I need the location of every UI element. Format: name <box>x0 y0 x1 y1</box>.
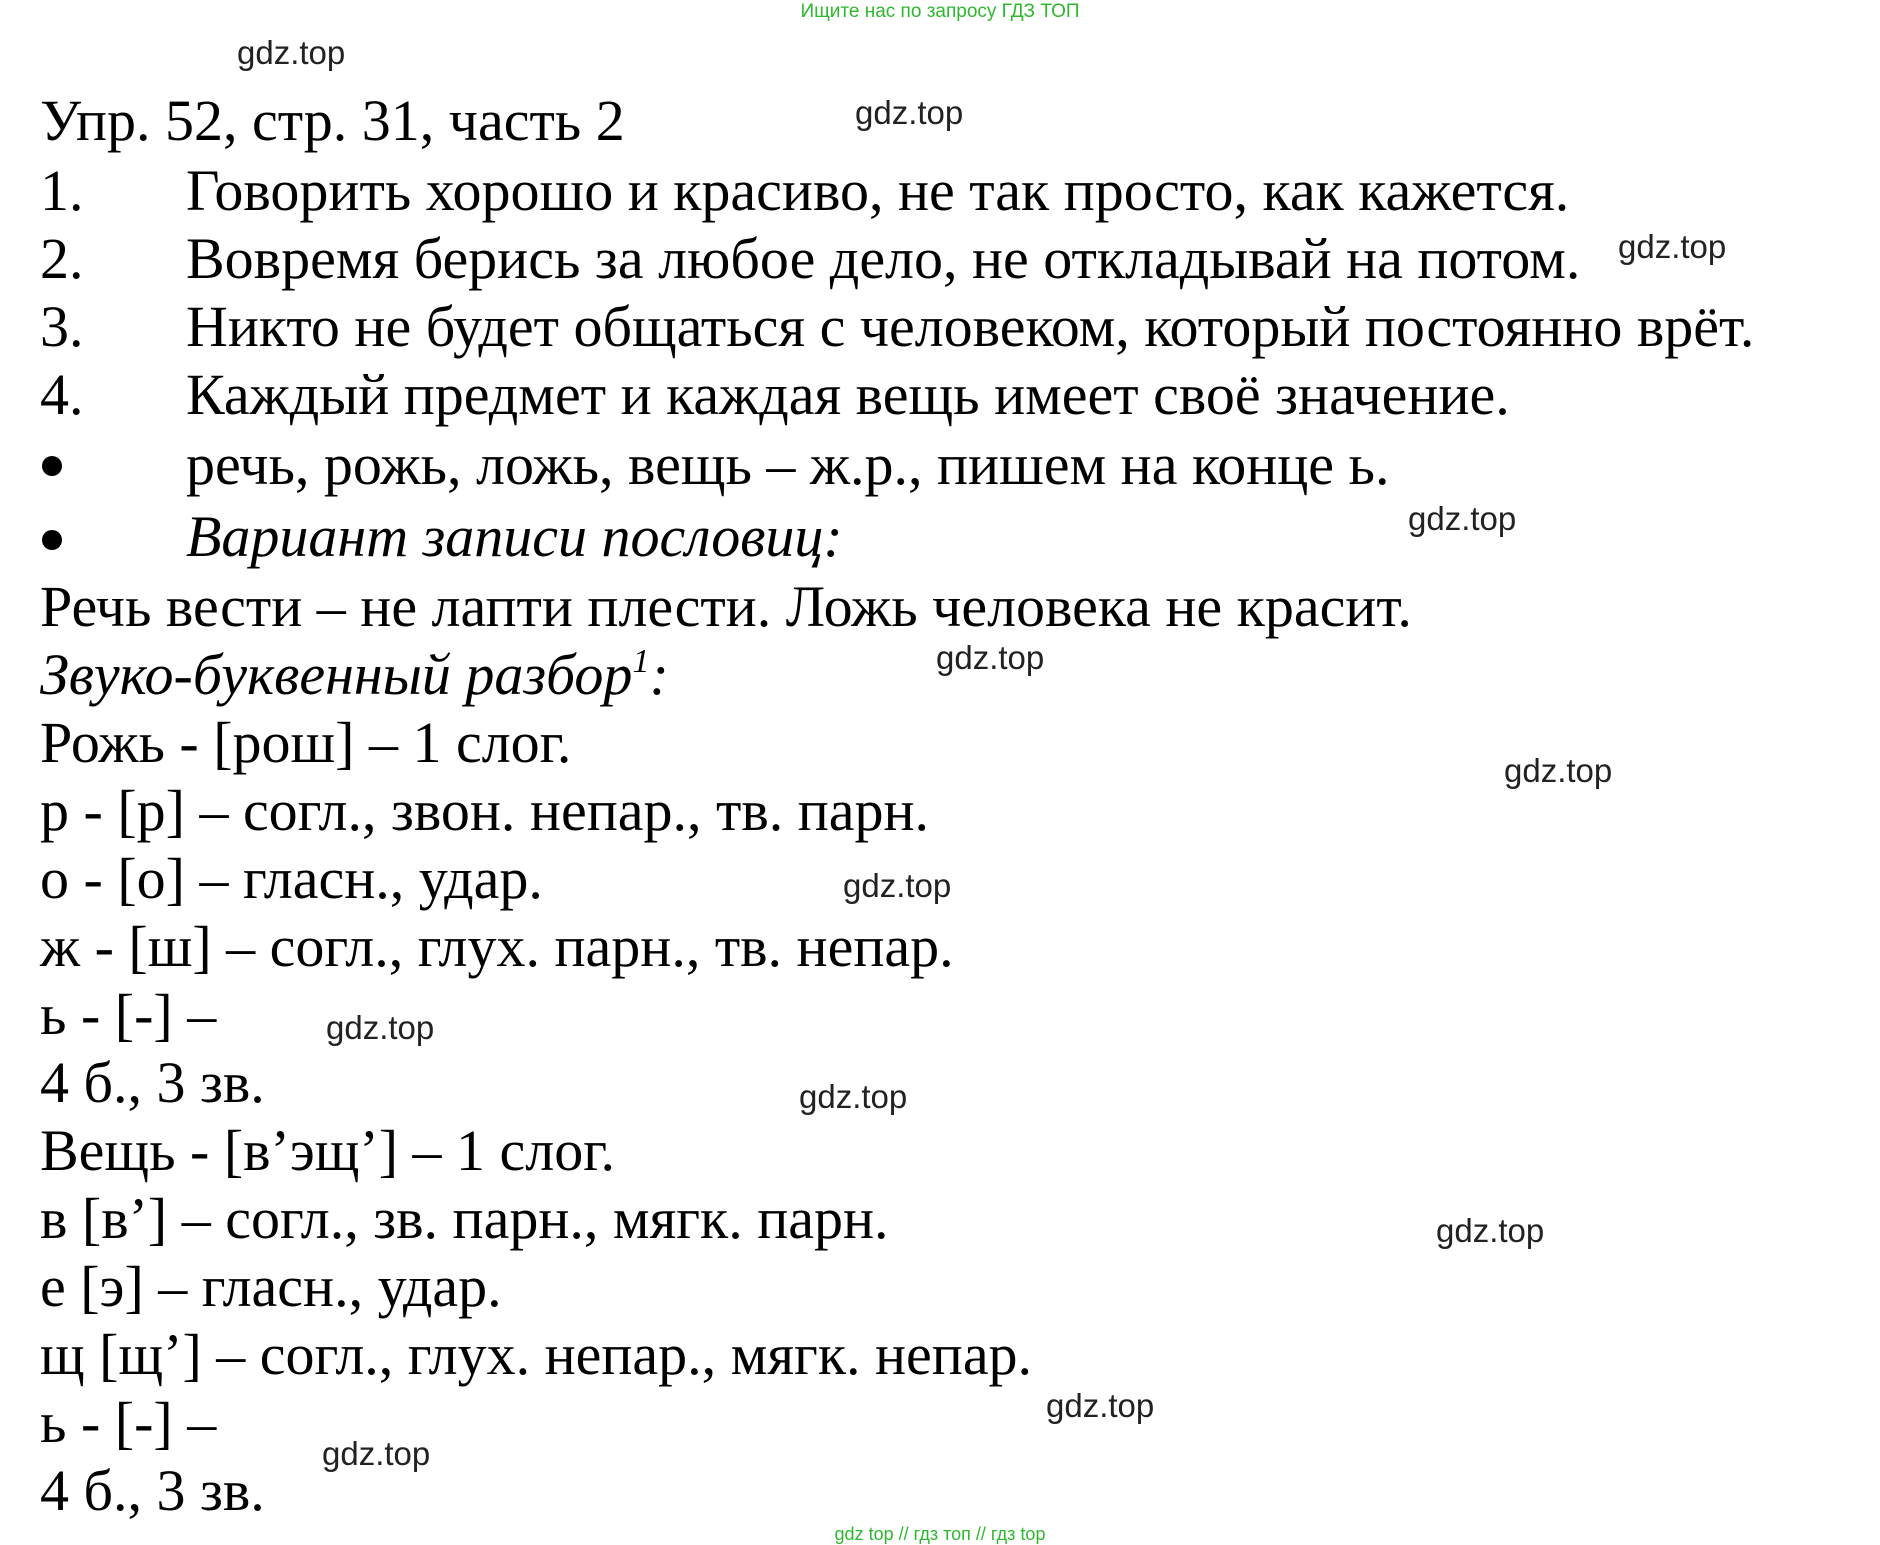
analysis-line: Рожь - [рош] – 1 слог. <box>40 710 572 775</box>
analysis-heading <box>40 642 669 707</box>
list-number: 1. <box>40 158 84 223</box>
watermark: gdz.top <box>1046 1387 1155 1424</box>
list-item-text: Говорить хорошо и красиво, не так просто, как кажется. <box>186 158 1570 223</box>
watermark: gdz.top <box>843 867 952 904</box>
list-item-text: Вовремя берись за любое дело, не откладывай на потом. <box>186 226 1581 291</box>
bullet-text: речь, рожь, ложь, вещь – ж.р., пишем на конце ь. <box>186 432 1390 497</box>
watermark: gdz.top <box>322 1435 431 1472</box>
watermark: gdz.top <box>855 94 964 131</box>
watermark: gdz.top <box>799 1078 908 1115</box>
analysis-heading-text: Звуко-буквенный разбор <box>40 642 633 707</box>
bullet-text-italic: Вариант записи пословиц: <box>186 504 843 569</box>
analysis-line: щ [щ’] – согл., глух. непар., мягк. непар. <box>40 1322 1033 1387</box>
analysis-line: в [в’] – согл., зв. парн., мягк. парн. <box>40 1186 889 1251</box>
bottom-banner: gdz top // гдз топ // гдз top <box>834 1524 1046 1544</box>
watermark: gdz.top <box>1618 228 1727 265</box>
analysis-line: р - [р] – согл., звон. непар., тв. парн. <box>40 778 930 843</box>
watermark: gdz.top <box>1436 1212 1545 1249</box>
list-number: 4. <box>40 362 84 427</box>
page-title: Упр. 52, стр. 31, часть 2 <box>40 88 625 153</box>
watermark: gdz.top <box>326 1009 435 1046</box>
analysis-line: 4 б., 3 зв. <box>40 1458 265 1523</box>
analysis-line: 4 б., 3 зв. <box>40 1050 265 1115</box>
analysis-line: Вещь - [в’эщ’] – 1 слог. <box>40 1118 615 1183</box>
footnote-mark: 1 <box>632 643 650 680</box>
list-number: 2. <box>40 226 84 291</box>
list-number: 3. <box>40 294 84 359</box>
watermark: gdz.top <box>237 34 346 71</box>
analysis-line: е [э] – гласн., удар. <box>40 1254 502 1319</box>
analysis-line: ж - [ш] – согл., глух. парн., тв. непар. <box>40 914 954 979</box>
list-item-text: Никто не будет общаться с человеком, который постоянно врёт. <box>186 294 1755 359</box>
top-banner: Ищите нас по запросу ГДЗ ТОП <box>800 1 1080 22</box>
bullet-icon <box>42 456 62 476</box>
analysis-line: о - [о] – гласн., удар. <box>40 846 543 911</box>
bullet-icon <box>42 530 62 550</box>
watermark: gdz.top <box>936 639 1045 676</box>
list-item-text: Каждый предмет и каждая вещь имеет своё значение. <box>186 362 1510 427</box>
watermark: gdz.top <box>1408 500 1517 537</box>
proverbs-line: Речь вести – не лапти плести. Ложь человека не красит. <box>40 574 1412 639</box>
analysis-line: ь - [-] – <box>40 982 217 1047</box>
watermark: gdz.top <box>1504 752 1613 789</box>
analysis-line: ь - [-] – <box>40 1390 217 1455</box>
heading-colon: : <box>649 642 669 707</box>
